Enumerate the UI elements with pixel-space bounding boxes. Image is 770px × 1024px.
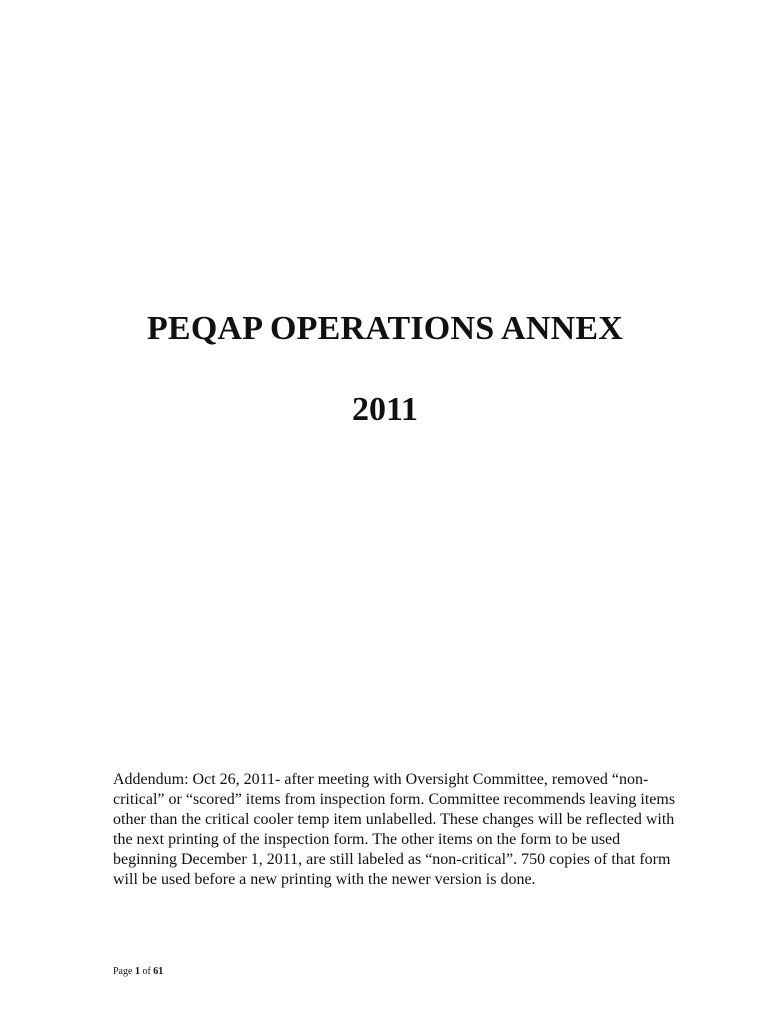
addendum-paragraph [113,770,676,890]
document-year: 2011 [351,391,419,428]
page-total: 61 [153,966,164,977]
addendum-line: will be used before a new printing with the newer version is done. [113,871,536,888]
page-number: 1 [134,966,140,977]
page-label: Page [113,966,133,977]
addendum-line: Addendum: Oct 26, 2011- after meeting with Oversight Committee, removed “non- [113,771,649,788]
addendum-line: other than the critical cooler temp item unlabelled. These changes will be reflected with [113,811,675,828]
document-title: PEQAP OPERATIONS ANNEX [146,310,624,347]
page-footer [113,966,163,978]
addendum-line: critical” or “scored” items from inspection form. Committee recommends leaving items [113,791,676,808]
of-label: of [142,966,151,977]
addendum-line: beginning December 1, 2011, are still labeled as “non-critical”. 750 copies of that form [113,851,671,868]
addendum-line: the next printing of the inspection form. The other items on the form to be used [113,831,621,848]
